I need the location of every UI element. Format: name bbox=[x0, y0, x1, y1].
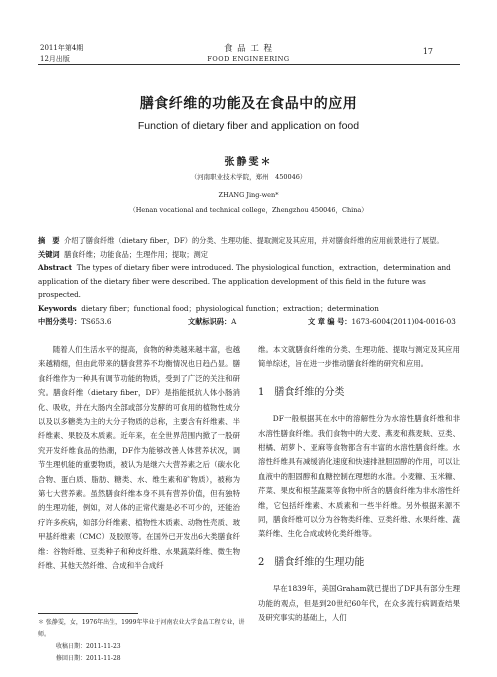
footnote-received: 收稿日期：2011-11-23 bbox=[56, 643, 121, 650]
affiliation-cn: （河南职业技术学院，郑州 450046） bbox=[190, 173, 307, 181]
section-1-number: 1 bbox=[258, 386, 265, 398]
abstract-cn bbox=[38, 234, 460, 248]
classification-line bbox=[38, 315, 460, 329]
footnote-revised: 修回日期：2011-11-28 bbox=[56, 655, 121, 662]
clc-label: 中图分类号： bbox=[38, 317, 82, 326]
section-2-heading bbox=[258, 556, 460, 570]
article-no-label: 文 章 编 号： bbox=[308, 317, 352, 326]
author-cn: 张静雯＊ bbox=[224, 157, 273, 168]
keywords-label-en: Keywords bbox=[38, 303, 77, 313]
section-2-paragraph: 早在1839年，美国Graham就已提出了DF具有部分生理功能的观点，但是到20世纪60年代，在众多流行病调查结果及研究事实的基础上，人们 bbox=[258, 584, 460, 623]
section-1-paragraph: DF一般根据其在水中的溶解性分为水溶性膳食纤维和非水溶性膳食纤维。我们食物中的大麦、燕麦和燕麦麸、豆类、柑橘、胡萝卜、亚麻等食物都含有丰富的水溶性膳食纤维。水溶性纤维具有减缓消化速度和快速排泄胆固醇的作用，可以让血液中的胆固醇和血糖控制在理想的水准。小麦糠、玉米糠、芹菜、果皮和根茎蔬菜等食物中所含的膳食纤维为非水溶性纤维，它包括纤维素、木质素和一些半纤维。另外根据来源不同，膳食纤维可以分为谷物类纤维、豆类纤维、水果纤维、蔬菜纤维、生化合成或转化类纤维等。 bbox=[258, 414, 460, 539]
article-title-cn: 膳食纤维的功能及在食品中的应用 bbox=[139, 95, 358, 111]
abstract-en bbox=[38, 261, 460, 302]
journal-name-en: FOOD ENGINEERING bbox=[207, 55, 290, 63]
footnote-rule bbox=[38, 613, 138, 614]
publish-month: 12月出版 bbox=[40, 55, 70, 63]
article-title-en: Function of dietary fiber and application on food bbox=[137, 120, 360, 132]
article-no-entry bbox=[308, 315, 456, 329]
author-en: ZHANG Jing-wen* bbox=[218, 191, 279, 199]
journal-name-cn: 食 品 工 程 bbox=[223, 44, 274, 54]
clc-value: TS653.6 bbox=[81, 317, 112, 326]
affiliation-en: （Henan vocational and technical college，Zhengzhou 450046，China） bbox=[129, 206, 368, 214]
abstract-text-en: The types of dietary fiber were introduced. The physiological function，extraction，determination and application of the dietary fiber were described. The application development of this field in the future was prospected. bbox=[38, 263, 451, 299]
intro-continuation: 维。本文就膳食纤维的分类、生理功能、提取与测定及其应用简单综述，旨在进一步推动膳食纤维的研究和应用。 bbox=[258, 345, 460, 369]
section-1-heading bbox=[258, 386, 460, 400]
abstract-block bbox=[38, 234, 460, 329]
abstract-text-cn: 介绍了膳食纤维（dietary fiber，DF）的分类、生理功能、提取测定及其应用，并对膳食纤维的应用前景进行了展望。 bbox=[64, 236, 444, 245]
body-left-column bbox=[38, 343, 240, 574]
section-2-number: 2 bbox=[258, 556, 265, 568]
abstract-label-cn: 摘 要 bbox=[38, 236, 60, 245]
keywords-en bbox=[38, 302, 460, 316]
page-number: 17 bbox=[422, 47, 433, 56]
body-right-column bbox=[258, 343, 460, 626]
clc-entry bbox=[38, 315, 188, 329]
intro-paragraph: 随着人们生活水平的提高，食物的种类越来越丰富，也越来越精细，但由此带来的膳食营养不均衡情况也日趋凸显。膳食纤维作为一种具有调节功能的物质，受到了广泛的关注和研究。膳食纤维（dietary fiber，DF）是指能抵抗人体小肠消化、吸收，并在大肠内全部或部分发酵的可食用的植物性成分以及以多糖类为主的大分子物质的总称，主要含有纤维素、半纤维素、果胶及木质素。近年来，在全世界范围内掀了一股研究开发纤维食品的热潮，DF作为能够改善人体营养状况，调节生理机能的重要物质，被认为是继六大营养素之后（碳水化合物、蛋白质、脂肪、糖类、水、维生素和矿物质），被称为第七大营养素。虽然膳食纤维本身不具有营养价值，但有独特的生理功能，例如，对人体的正常代谢是必不可少的，还能治疗许多疾病，如部分纤维素、植物性木质素、动物性壳质、玻甲基纤维素（CMC）及胶原等。在国外已开发出6大类膳食纤维：谷物纤维、豆类种子和种皮纤维、水果蔬菜纤维、微生物纤维、其他天然纤维、合成和半合成纤 bbox=[38, 345, 240, 571]
article-no-value: 1673-6004(2011)04-0016-03 bbox=[351, 317, 456, 326]
doc-code-entry bbox=[188, 315, 308, 329]
section-1-title: 膳食纤维的分类 bbox=[274, 386, 345, 398]
footnote-block bbox=[38, 617, 248, 665]
keywords-label-cn: 关键词 bbox=[38, 249, 60, 259]
abstract-label-en: Abstract bbox=[38, 263, 73, 272]
doc-code-label: 文献标识码： bbox=[188, 317, 232, 326]
keywords-cn bbox=[38, 248, 460, 262]
header-rule bbox=[38, 64, 460, 65]
doc-code-value: A bbox=[231, 317, 237, 326]
issue-number: 2011年第4期 bbox=[40, 44, 84, 52]
keywords-text-cn: 膳食纤维；功能食品；生理作用；提取；测定 bbox=[64, 249, 208, 259]
keywords-text-en: dietary fiber；functional food；physiological function；extraction；determination bbox=[81, 303, 379, 313]
footnote-author: ＊ 张静雯，女，1976年出生，1999年毕业于河南农业大学食品工程专业，讲师。 bbox=[38, 619, 245, 638]
section-2-title: 膳食纤维的生理功能 bbox=[274, 556, 365, 568]
